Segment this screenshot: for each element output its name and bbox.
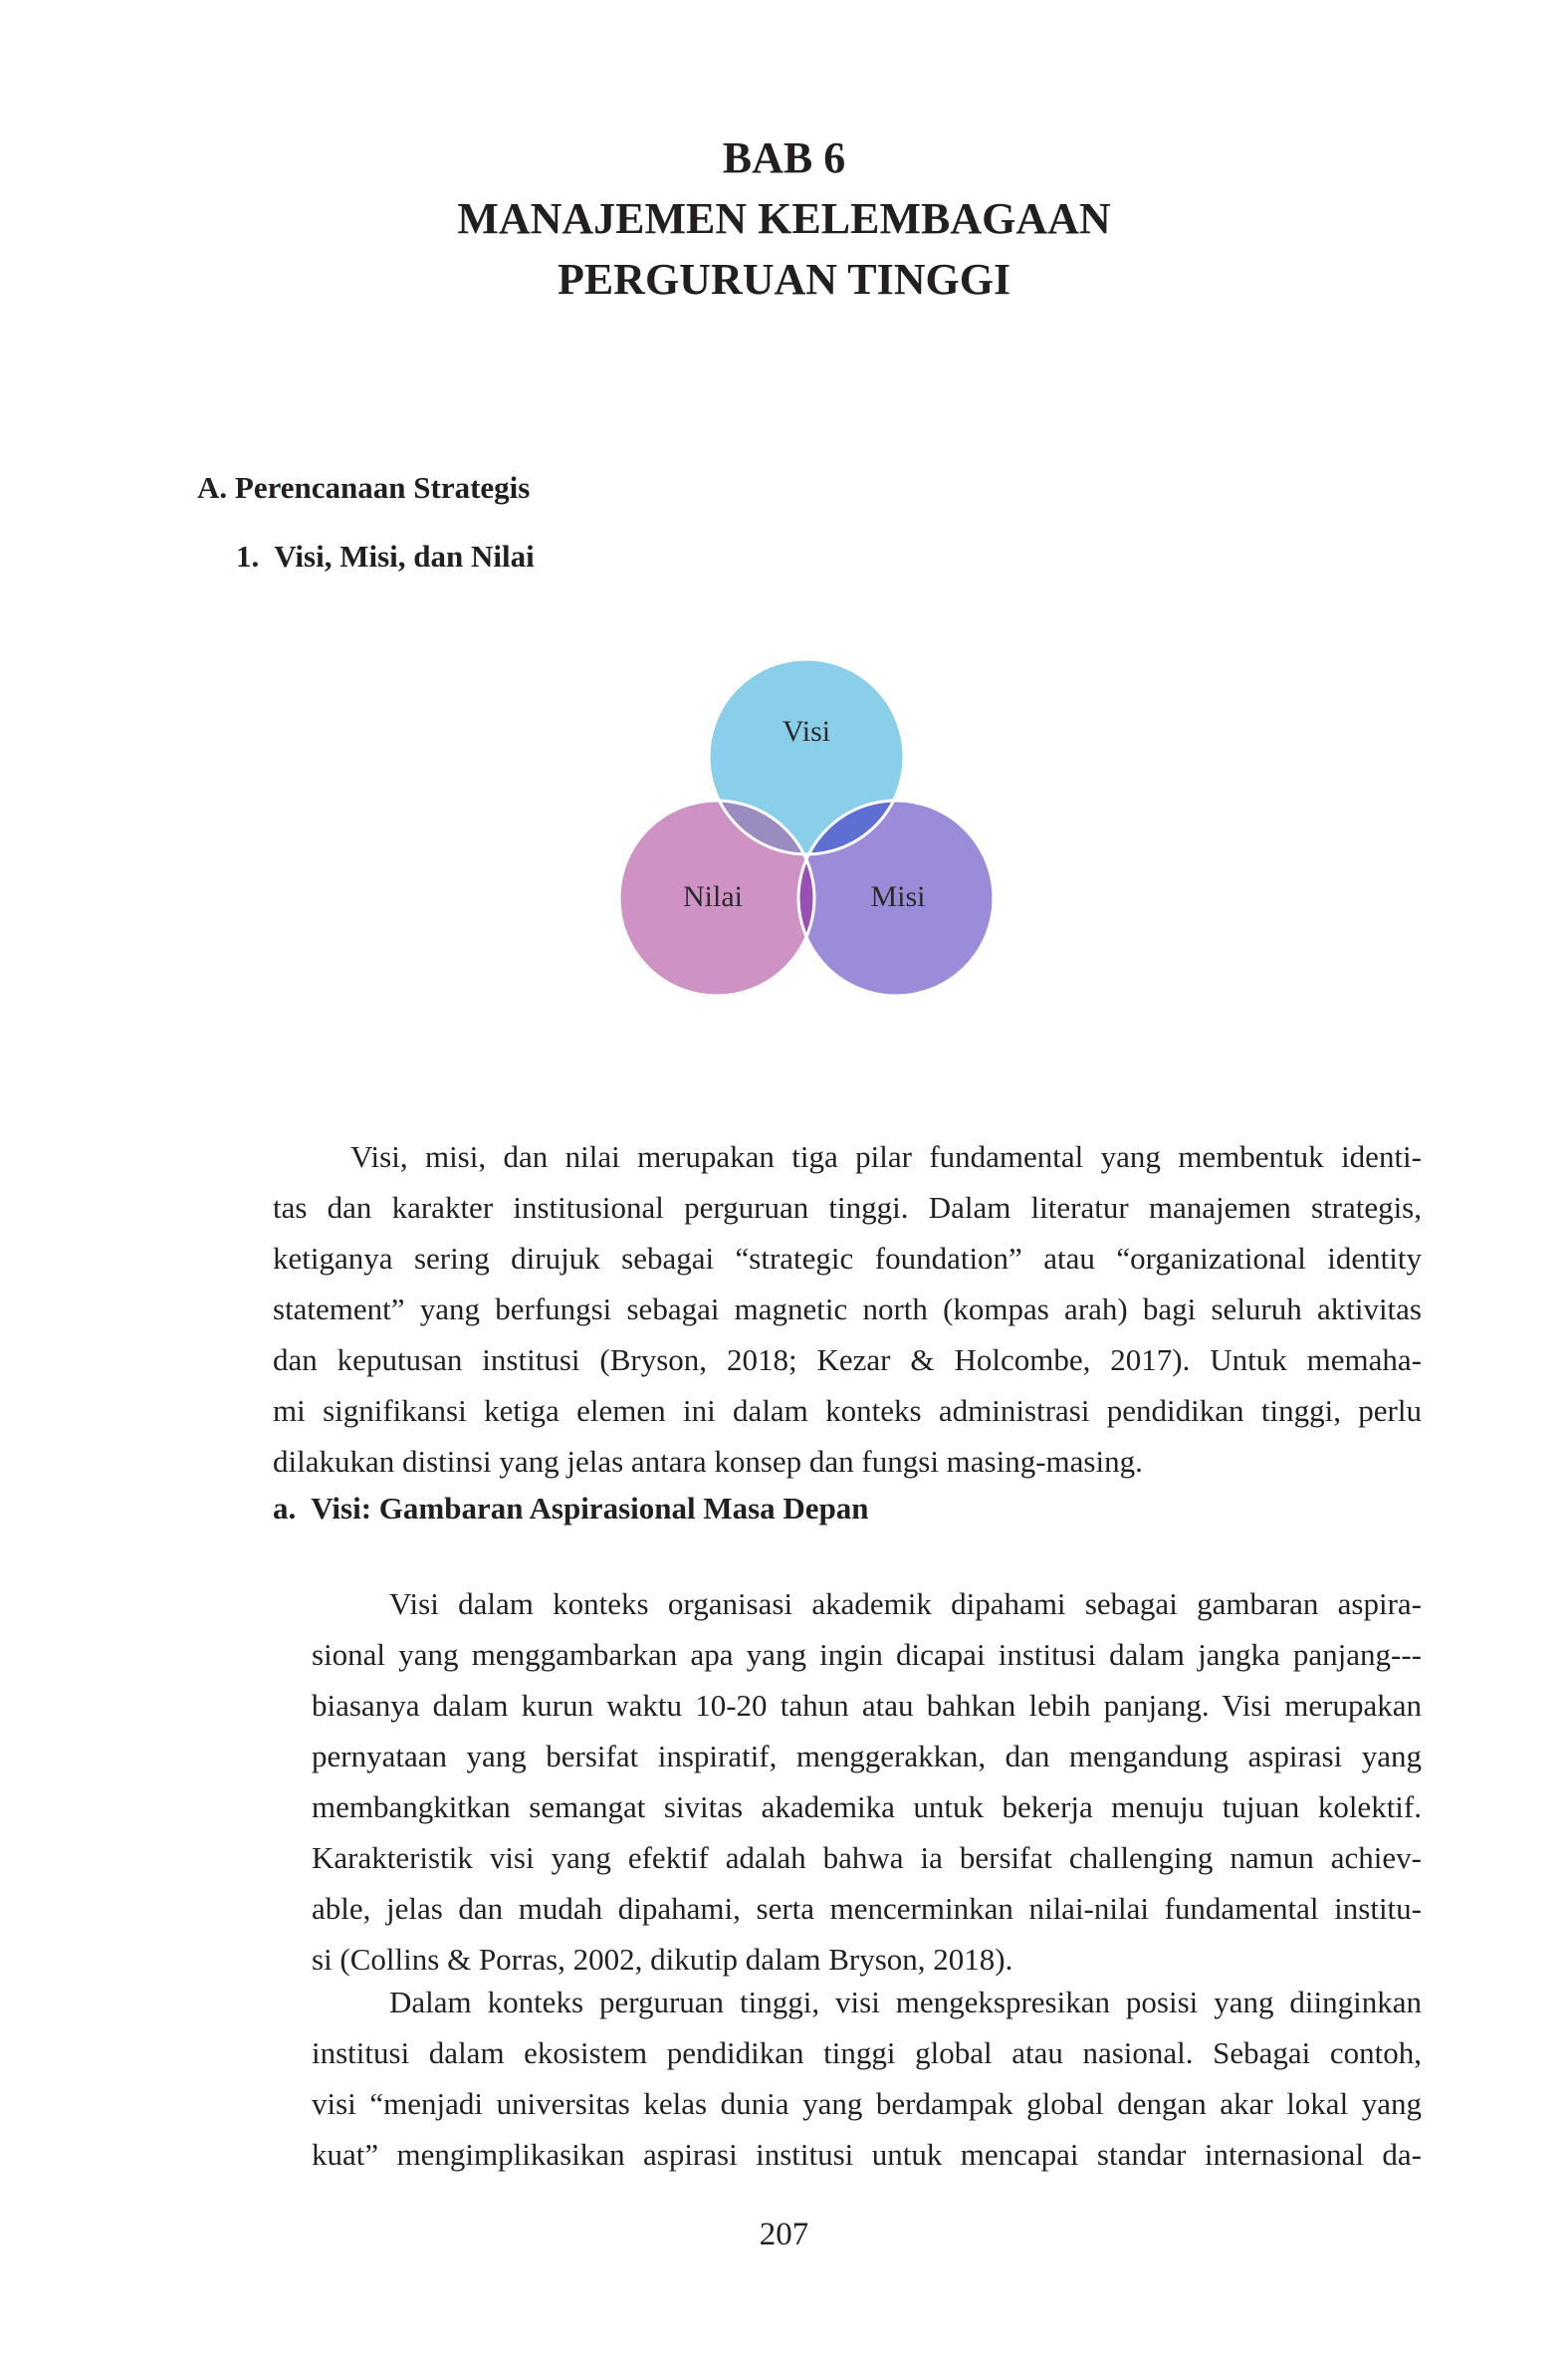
venn-label-visi: Visi [782, 715, 831, 748]
paragraph-line: dan keputusan institusi (Bryson, 2018; Kezar & Holcombe, 2017). Untuk memaha- [273, 1342, 1422, 1377]
paragraph-line: pernyataan yang bersifat inspiratif, menggerakkan, dan mengandung aspirasi yang [312, 1739, 1422, 1773]
paragraph-line: Visi, misi, dan nilai merupakan tiga pilar fundamental yang membentuk identi- [350, 1139, 1422, 1174]
chapter-number: BAB 6 [722, 133, 846, 182]
paragraph-line: statement” yang berfungsi sebagai magnetic north (kompas arah) bagi seluruh aktivitas [273, 1292, 1422, 1326]
paragraph-line: ketiganya sering dirujuk sebagai “strategic foundation” atau “organizational identity [273, 1241, 1422, 1276]
paragraph-line: dilakukan distinsi yang jelas antara konsep dan fungsi masing-masing. [273, 1444, 1143, 1479]
venn-label-nilai: Nilai [683, 880, 743, 913]
paragraph-line: Karakteristik visi yang efektif adalah bahwa ia bersifat challenging namun achiev- [312, 1840, 1422, 1875]
paragraph-line: Visi dalam konteks organisasi akademik dipahami sebagai gambaran aspira- [389, 1586, 1422, 1621]
paragraph-line: mi signifikansi ketiga elemen ini dalam konteks administrasi pendidikan tinggi, perlu [273, 1393, 1422, 1428]
item-a-heading: a. Visi: Gambaran Aspirasional Masa Depan [273, 1491, 869, 1526]
chapter-title [0, 127, 1568, 310]
venn-diagram [617, 659, 996, 1028]
venn-label-misi: Misi [870, 880, 926, 913]
paragraph-line: biasanya dalam kurun waktu 10-20 tahun atau bahkan lebih panjang. Visi merupakan [312, 1688, 1422, 1723]
visi-paragraph-1 [312, 1578, 1422, 1985]
paragraph-line: membangkitkan semangat sivitas akademika untuk bekerja menuju tujuan kolektif. [312, 1789, 1422, 1824]
paragraph-line: visi “menjadi universitas kelas dunia yang berdampak global dengan akar lokal yang [312, 2086, 1422, 2121]
subsection-heading: 1. Visi, Misi, dan Nilai [236, 539, 535, 574]
paragraph-line: tas dan karakter institusional perguruan tinggi. Dalam literatur manajemen strategis, [273, 1190, 1422, 1225]
paragraph-line: kuat” mengimplikasikan aspirasi institusi untuk mencapai standar internasional da- [312, 2137, 1422, 2172]
paragraph-line: institusi dalam ekosistem pendidikan tinggi global atau nasional. Sebagai contoh, [312, 2035, 1422, 2070]
paragraph-line: sional yang menggambarkan apa yang ingin dicapai institusi dalam jangka panjang--- [312, 1637, 1422, 1672]
section-heading: A. Perencanaan Strategis [197, 470, 531, 505]
page-number: 207 [759, 2217, 809, 2252]
chapter-title-line-1: MANAJEMEN KELEMBAGAAN [457, 194, 1111, 243]
intro-paragraph [273, 1131, 1422, 1487]
paragraph-line: able, jelas dan mudah dipahami, serta mencerminkan nilai-nilai fundamental institu- [312, 1891, 1422, 1926]
paragraph-line: Dalam konteks perguruan tinggi, visi mengekspresikan posisi yang diinginkan [389, 1985, 1422, 2019]
visi-paragraph-2 [312, 1977, 1422, 2180]
chapter-title-line-2: PERGURUAN TINGGI [557, 255, 1011, 304]
paragraph-line: si (Collins & Porras, 2002, dikutip dalam Bryson, 2018). [312, 1942, 1013, 1977]
